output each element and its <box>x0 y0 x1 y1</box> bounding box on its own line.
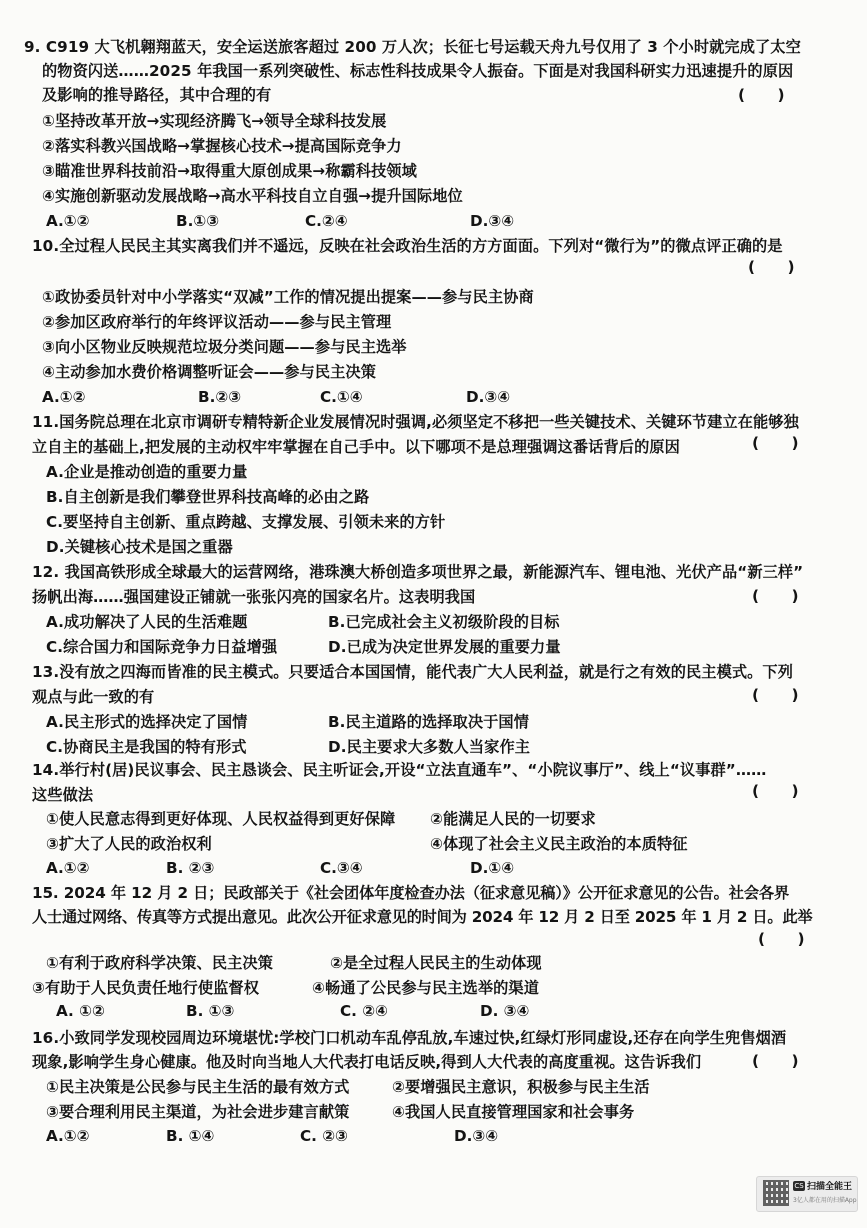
q9-choice-d: D.③④ <box>470 212 515 230</box>
q12-choice-a: A.成功解决了人民的生活难题 <box>46 613 248 631</box>
q14-choice-d: D.①④ <box>470 859 515 877</box>
q16-stem-line2: 现象,影响学生身心健康。他及时向当地人大代表打电话反映,得到人大代表的高度重视。这告诉我们 <box>32 1053 702 1071</box>
q12-stem-line2: 扬帆出海……强国建设正铺就一张张闪亮的国家名片。这表明我国 <box>32 588 476 606</box>
q12-choice-b: B.已完成社会主义初级阶段的目标 <box>328 613 560 631</box>
qr-code-icon <box>763 1180 789 1206</box>
q12-choice-c: C.综合国力和国际竞争力日益增强 <box>46 638 278 656</box>
q12-answer-blank[interactable]: ( ) <box>752 587 799 605</box>
q15-choice-a: A. ①② <box>56 1002 105 1020</box>
q13-answer-blank[interactable]: ( ) <box>752 686 799 704</box>
q15-choice-d: D. ③④ <box>480 1002 530 1020</box>
q13-choice-b: B.民主道路的选择取决于国情 <box>328 713 529 731</box>
q11-stem-line2: 立自主的基础上,把发展的主动权牢牢掌握在自己手中。以下哪项不是总理强调这番话背后的原因 <box>32 438 680 456</box>
q15-choice-b: B. ①③ <box>186 1002 235 1020</box>
q15-choice-c: C. ②④ <box>340 1002 388 1020</box>
q10-choice-a: A.①② <box>42 388 86 406</box>
q16-choice-c: C. ②③ <box>300 1127 348 1145</box>
q10-option-2: ②参加区政府举行的年终评议活动——参与民主管理 <box>42 313 392 331</box>
q16-option-3: ③要合理利用民主渠道，为社会进步建言献策 <box>46 1103 350 1121</box>
q14-choice-a: A.①② <box>46 859 90 877</box>
q13-choice-a: A.民主形式的选择决定了国情 <box>46 713 248 731</box>
q9-choice-a: A.①② <box>46 212 90 230</box>
camscanner-logo-icon: CS <box>794 1182 804 1190</box>
q14-option-4: ④体现了社会主义民主政治的本质特征 <box>430 835 688 853</box>
q11-choice-b: B.自主创新是我们攀登世界科技高峰的必由之路 <box>46 488 370 506</box>
q15-stem-line2: 人士通过网络、传真等方式提出意见。此次公开征求意见的时间为 2024 年 12 月 2 日至 2025 年 1 月 2 日。此举 <box>32 908 813 926</box>
q16-choice-d: D.③④ <box>454 1127 499 1145</box>
q13-stem-line2: 观点与此一致的有 <box>32 688 155 706</box>
q12-stem-line1: 12. 我国高铁形成全球最大的运营网络，港珠澳大桥创造多项世界之最，新能源汽车、锂电池、光伏产品“新三样” <box>32 563 804 581</box>
q10-stem-line1: 10.全过程人民民主其实离我们并不遥远，反映在社会政治生活的方方面面。下列对“微行为”的微点评正确的是 <box>32 237 783 255</box>
q16-option-4: ④我国人民直接管理国家和社会事务 <box>392 1103 635 1121</box>
q16-stem-line1: 16.小致同学发现校园周边环境堪忧:学校门口机动车乱停乱放,车速过快,红绿灯形同虚设,还存在向学生兜售烟酒 <box>32 1029 787 1047</box>
q14-choice-b: B. ②③ <box>166 859 215 877</box>
q16-option-1: ①民主决策是公民参与民主生活的最有效方式 <box>46 1078 350 1096</box>
q13-stem-line1: 13.没有放之四海而皆准的民主模式。只要适合本国国情，能代表广大人民利益，就是行之有效的民主模式。下列 <box>32 663 794 681</box>
q9-choice-c: C.②④ <box>305 212 348 230</box>
q16-choice-b: B. ①④ <box>166 1127 215 1145</box>
q16-option-2: ②要增强民主意识，积极参与民主生活 <box>392 1078 650 1096</box>
q14-answer-blank[interactable]: ( ) <box>752 782 799 800</box>
q14-stem-line1: 14.举行村(居)民议事会、民主恳谈会、民主听证会,开设“立法直通车”、“小院议事厅”、线上“议事群”…… <box>32 761 767 779</box>
q15-stem-line1: 15. 2024 年 12 月 2 日；民政部关于《社会团体年度检查办法（征求意见稿）》公开征求意见的公告。社会各界 <box>32 884 790 902</box>
watermark-title: 扫描全能王 <box>807 1182 853 1192</box>
q9-stem-line1: 9. C919 大飞机翱翔蓝天，安全运送旅客超过 200 万人次；长征七号运载天舟九号仅用了 3 个小时就完成了太空 <box>24 38 801 56</box>
q13-choice-c: C.协商民主是我国的特有形式 <box>46 738 247 756</box>
q14-choice-c: C.③④ <box>320 859 363 877</box>
q13-choice-d: D.民主要求大多数人当家作主 <box>328 738 531 756</box>
q14-stem-line2: 这些做法 <box>32 786 94 804</box>
scanner-watermark <box>756 1176 858 1212</box>
q10-answer-blank[interactable]: ( ) <box>748 258 795 276</box>
q16-choice-a: A.①② <box>46 1127 90 1145</box>
q12-choice-d: D.已成为决定世界发展的重要力量 <box>328 638 561 656</box>
q11-choice-c: C.要坚持自主创新、重点跨越、支撑发展、引领未来的方针 <box>46 513 446 531</box>
q14-option-1: ①使人民意志得到更好体现、人民权益得到更好保障 <box>46 810 396 828</box>
q10-choice-c: C.①④ <box>320 388 363 406</box>
q15-option-3: ③有助于人民负责任地行使监督权 <box>32 979 259 997</box>
q14-option-3: ③扩大了人民的政治权利 <box>46 835 212 853</box>
q15-option-1: ①有利于政府科学决策、民主决策 <box>46 954 273 972</box>
q16-answer-blank[interactable]: ( ) <box>752 1052 799 1070</box>
q11-choice-a: A.企业是推动创造的重要力量 <box>46 463 248 481</box>
q10-option-3: ③向小区物业反映规范垃圾分类问题——参与民主选举 <box>42 338 407 356</box>
q9-option-3: ③瞄准世界科技前沿→取得重大原创成果→称霸科技领域 <box>42 162 417 180</box>
q10-choice-b: B.②③ <box>198 388 242 406</box>
q9-option-4: ④实施创新驱动发展战略→高水平科技自立自强→提升国际地位 <box>42 187 463 205</box>
q9-option-2: ②落实科教兴国战略→掌握核心技术→提高国际竞争力 <box>42 137 402 155</box>
q10-choice-d: D.③④ <box>466 388 511 406</box>
q11-answer-blank[interactable]: ( ) <box>752 434 799 452</box>
watermark-subtitle: 3亿人都在用的扫描App <box>793 1197 857 1204</box>
q15-option-2: ②是全过程人民民主的生动体现 <box>330 954 542 972</box>
q10-option-4: ④主动参加水费价格调整听证会——参与民主决策 <box>42 363 376 381</box>
q11-stem-line1: 11.国务院总理在北京市调研专精特新企业发展情况时强调,必须坚定不移把一些关键技术、关键环节建立在能够独 <box>32 413 799 431</box>
q9-option-1: ①坚持改革开放→实现经济腾飞→领导全球科技发展 <box>42 112 387 130</box>
q11-choice-d: D.关键核心技术是国之重器 <box>46 538 233 556</box>
q9-answer-blank[interactable]: ( ) <box>738 86 785 104</box>
q15-answer-blank[interactable]: ( ) <box>758 930 805 948</box>
q9-stem-line2: 的物资闪送……2025 年我国一系列突破性、标志性科技成果令人振奋。下面是对我国科研实力迅速提升的原因 <box>42 62 794 80</box>
q14-option-2: ②能满足人民的一切要求 <box>430 810 596 828</box>
q9-stem-line3: 及影响的推导路径，其中合理的有 <box>42 86 272 104</box>
q10-option-1: ①政协委员针对中小学落实“双减”工作的情况提出提案——参与民主协商 <box>42 288 534 306</box>
q9-choice-b: B.①③ <box>176 212 220 230</box>
q15-option-4: ④畅通了公民参与民主选举的渠道 <box>312 979 539 997</box>
